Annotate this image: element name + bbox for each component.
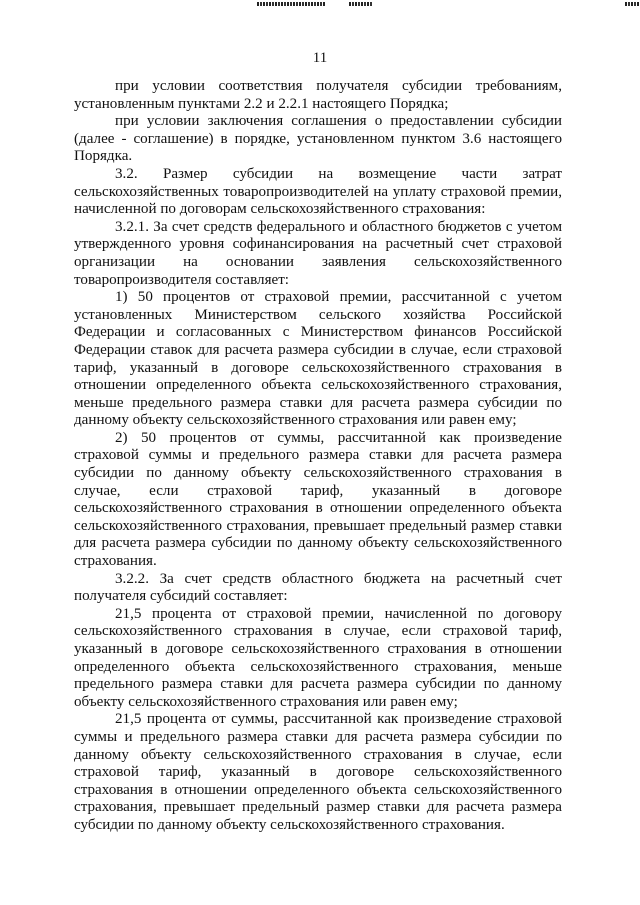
paragraph: при условии заключения соглашения о предоставлении субсидии (далее - соглашение) в порядке, установленном пунктом 3.6 настоящего Порядка. bbox=[74, 113, 562, 165]
paragraph: 3.2. Размер субсидии на возмещение части затрат сельскохозяйственных товаропроизводителей на уплату страховой премии, начисленной по договорам сельскохозяйственного страхования: bbox=[74, 165, 562, 218]
paragraph: 3.2.2. За счет средств областного бюджета на расчетный счет получателя субсидий составляет: bbox=[74, 570, 562, 605]
paragraph: 21,5 процента от суммы, рассчитанной как произведение страховой суммы и предельного размера ставки для расчета размера субсидии по данному объекту сельскохозяйственного страхования в случае, если страховой тариф, указанный в договоре сельскохозяйственного страхования в отношении определенного объекта сельскохозяйственного страхования, превышает предельный размер ставки для расчета размера субсидии по данному объекту сельскохозяйственного страхования. bbox=[74, 711, 562, 833]
scan-mark bbox=[257, 2, 325, 6]
scan-mark bbox=[349, 2, 373, 6]
scan-mark bbox=[625, 2, 640, 6]
document-body bbox=[74, 78, 562, 835]
paragraph: 2) 50 процентов от суммы, рассчитанной как произведение страховой суммы и предельного размера ставки для расчета размера субсидии по данному объекту сельскохозяйственного страхования в случае, если страховой тариф, указанный в договоре сельскохозяйственного страхования в отношении определенного объекта сельскохозяйственного страхования, превышает предельный размер ставки для расчета размера субсидии по данному объекту сельскохозяйственного страхования. bbox=[74, 429, 562, 570]
paragraph: 1) 50 процентов от страховой премии, рассчитанной с учетом установленных Министерством сельского хозяйства Российской Федерации и согласованных с Министерством финансов Российской Федерации ставок для расчета размера субсидии в случае, если страховой тариф, указанный в договоре сельскохозяйственного страхования в отношении определенного объекта сельскохозяйственного страхования, меньше предельного размера ставки для расчета размера субсидии по данному объекту сельскохозяйственного страхования или равен ему; bbox=[74, 289, 562, 429]
paragraph: при условии соответствия получателя субсидии требованиям, установленным пунктами 2.2 и 2.2.1 настоящего Порядка; bbox=[74, 78, 562, 112]
page-number: 11 bbox=[312, 50, 328, 66]
paragraph: 3.2.1. За счет средств федерального и областного бюджетов с учетом утвержденного уровня софинансирования на расчетный счет страховой организации на основании заявления сельскохозяйственного товаропроизводителя составляет: bbox=[74, 218, 562, 288]
scan-header-marks bbox=[0, 0, 640, 14]
paragraph: 21,5 процента от страховой премии, начисленной по договору сельскохозяйственного страхования в случае, если страховой тариф, указанный в договоре сельскохозяйственного страхования в отношении определенного объекта сельскохозяйственного страхования, меньше предельного размера ставки для расчета размера субсидии по данному объекту сельскохозяйственного страхования или равен ему; bbox=[74, 605, 562, 710]
